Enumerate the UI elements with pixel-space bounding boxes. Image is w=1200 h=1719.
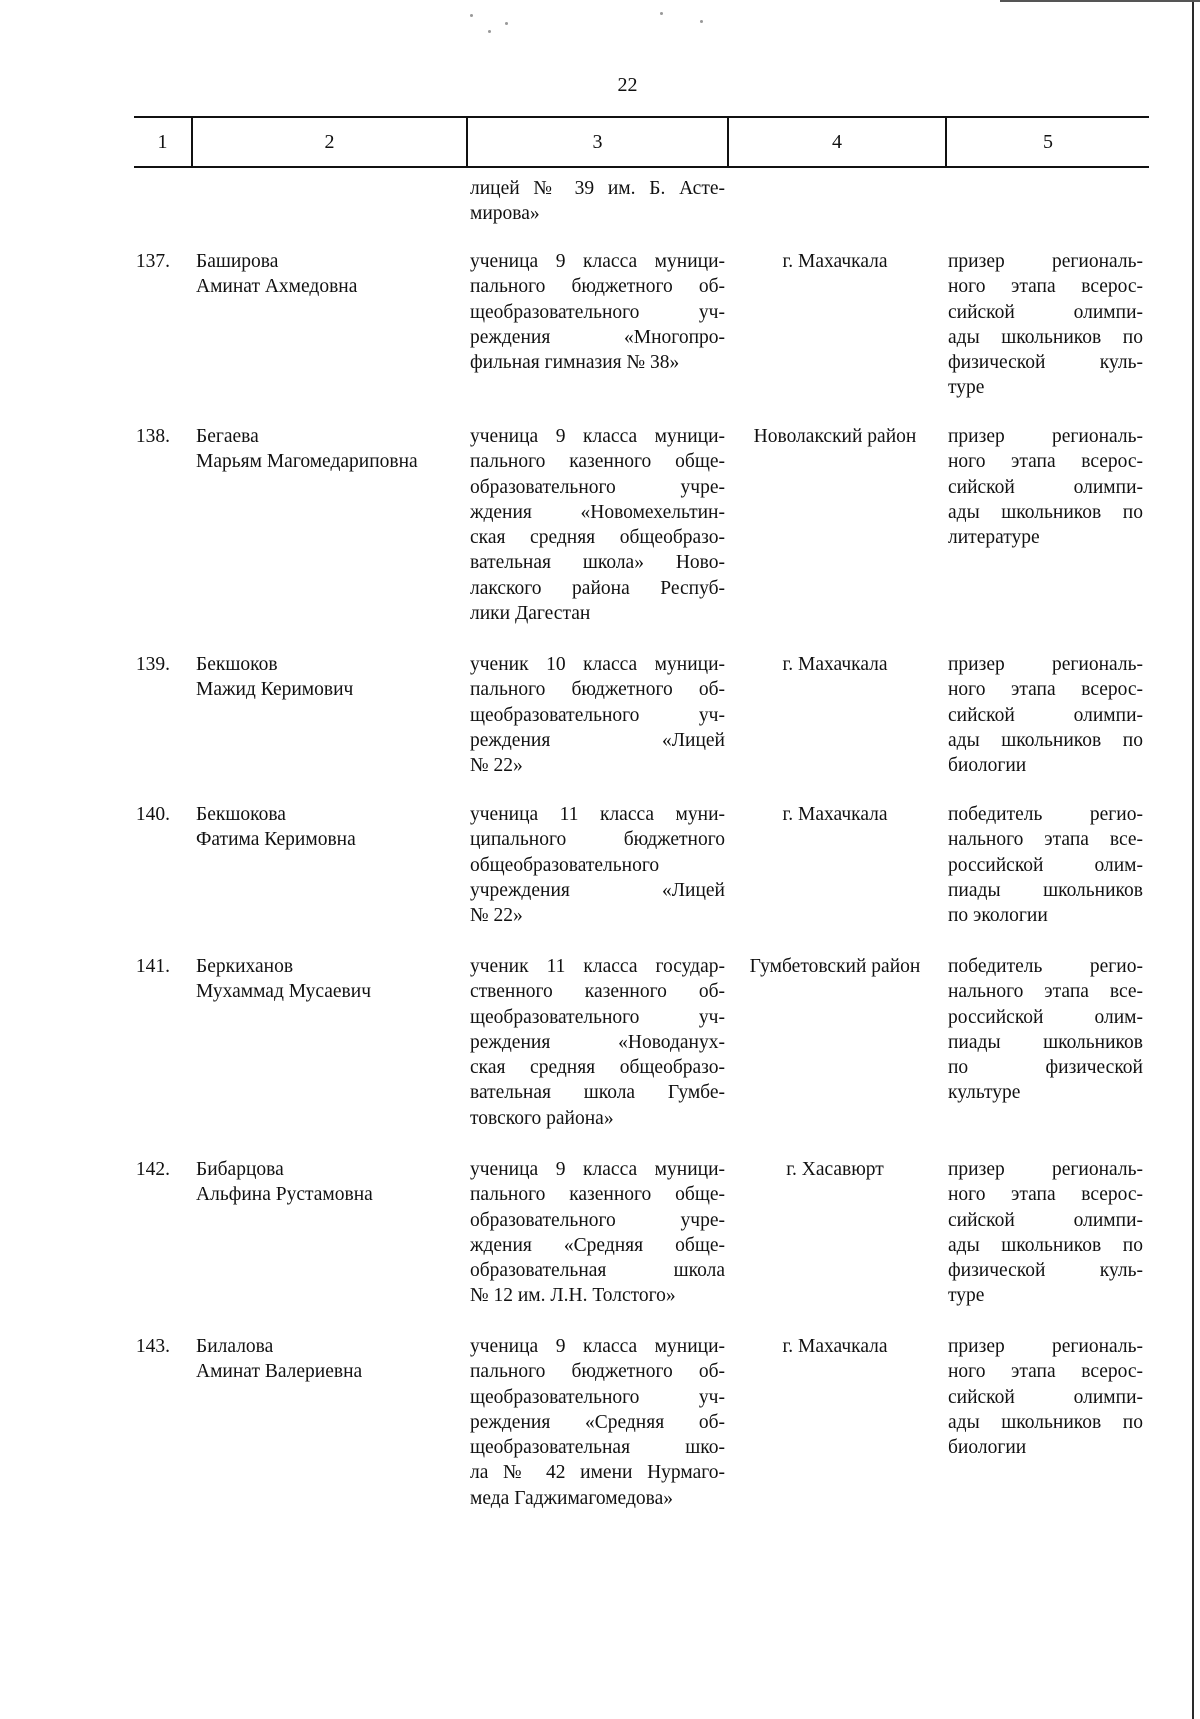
- cell-line: Аминат Валериевна: [196, 1361, 363, 1383]
- row-number: 141.: [135, 956, 170, 977]
- cell-line: общеобразовательного: [470, 854, 660, 876]
- cell-line: образовательная школа: [470, 1260, 725, 1282]
- row-number: 137.: [135, 251, 170, 272]
- cell-line: пиады школьников: [948, 1031, 1143, 1053]
- page-number: 22: [617, 74, 638, 96]
- cell-line: пиады школьников: [948, 879, 1143, 901]
- locality: Гумбетовский район: [749, 956, 921, 977]
- cell-line: ады школьников по: [948, 1411, 1143, 1433]
- cell-line: вательная школа» Ново-: [470, 552, 725, 574]
- school-description: [470, 802, 725, 928]
- cell-line: призер региональ-: [948, 1336, 1143, 1357]
- scan-edge-line: [1192, 0, 1194, 1719]
- cell-line: лицей № 39 им. Б. Асте-: [470, 178, 725, 199]
- cell-line: Беркиханов: [196, 956, 294, 977]
- cell-line: ного этапа всерос-: [948, 1184, 1143, 1206]
- cell-line: Бекшоков: [196, 654, 278, 675]
- student-name: [196, 954, 456, 1005]
- olympiad-status: [948, 1157, 1143, 1309]
- cell-line: щеобразовательная шко-: [470, 1437, 725, 1459]
- scan-speck: [700, 20, 703, 23]
- cell-line: пального бюджетного об-: [470, 679, 725, 701]
- cell-line: пального казенного обще-: [470, 1184, 725, 1206]
- cell-line: № 22»: [470, 905, 523, 927]
- locality: г. Хасавюрт: [786, 1159, 884, 1180]
- school-description: [470, 652, 725, 778]
- scan-speck: [505, 22, 508, 25]
- cell-line: литературе: [948, 527, 1040, 549]
- scan-top-line: [1000, 0, 1200, 2]
- cell-line: нального этапа все-: [948, 981, 1143, 1003]
- cell-line: щеобразовательного уч-: [470, 1006, 725, 1028]
- cell-line: ская средняя общеобразо-: [470, 527, 725, 549]
- locality: г. Махачкала: [782, 654, 888, 675]
- row-number: 138.: [135, 426, 170, 447]
- cell-line: российской олим-: [948, 1006, 1143, 1028]
- cell-line: нального этапа все-: [948, 829, 1143, 851]
- cell-line: ады школьников по: [948, 1234, 1143, 1256]
- locality: г. Махачкала: [782, 1336, 888, 1357]
- header-col-5: 5: [1043, 131, 1053, 153]
- cell-line: Мухаммад Мусаевич: [196, 981, 372, 1003]
- cell-line: ного этапа всерос-: [948, 1361, 1143, 1383]
- cell-line: ады школьников по: [948, 326, 1143, 348]
- cell-line: физической куль-: [948, 352, 1143, 374]
- cell-line: образовательного учре-: [470, 476, 725, 498]
- cell-line: № 22»: [470, 755, 523, 777]
- header-col-1: 1: [157, 131, 168, 153]
- cell-line: Баширова: [196, 251, 279, 272]
- cell-line: Бибарцова: [196, 1159, 284, 1180]
- cell-line: ного этапа всерос-: [948, 276, 1143, 298]
- student-name: [196, 802, 456, 853]
- cell-line: Мажид Керимович: [196, 679, 354, 701]
- header-col-2: 2: [324, 131, 335, 153]
- student-name: [196, 652, 456, 703]
- cell-line: вательная школа Гумбе-: [470, 1082, 725, 1104]
- row-number: 140.: [135, 804, 170, 825]
- cell-line: ного этапа всерос-: [948, 451, 1143, 473]
- cell-line: Аминат Ахмедовна: [196, 276, 358, 298]
- cell-line: биологии: [948, 755, 1027, 777]
- cell-line: сийской олимпи-: [948, 1386, 1143, 1408]
- row-number: 143.: [135, 1336, 170, 1357]
- cell-line: призер региональ-: [948, 426, 1143, 447]
- locality: Новолакский район: [753, 426, 917, 447]
- cell-line: ждения «Новомехельтин-: [470, 501, 725, 523]
- cell-line: пального бюджетного об-: [470, 276, 725, 298]
- olympiad-status: [948, 954, 1143, 1106]
- cell-line: российской олим-: [948, 854, 1143, 876]
- cell-line: Фатима Керимовна: [196, 829, 356, 851]
- cell-line: товского района»: [470, 1107, 614, 1129]
- cell-line: ады школьников по: [948, 729, 1143, 751]
- cell-line: ципального бюджетного: [470, 829, 725, 851]
- cell-line: туре: [948, 1285, 985, 1307]
- cell-line: Бекшокова: [196, 804, 286, 825]
- cell-line: Марьям Магомедариповна: [196, 451, 418, 473]
- cell-line: по физической: [948, 1057, 1143, 1079]
- locality: г. Махачкала: [782, 251, 888, 272]
- student-name: [196, 1334, 456, 1385]
- cell-line: ученица 9 класса муници-: [470, 251, 725, 272]
- school-description: [470, 424, 725, 626]
- cell-line: пального казенного обще-: [470, 451, 725, 473]
- olympiad-status: [948, 802, 1143, 928]
- cell-line: ученица 9 класса муници-: [470, 1336, 725, 1357]
- cell-line: лакского района Респуб-: [470, 577, 725, 599]
- school-description: [470, 1334, 725, 1511]
- cell-line: сийской олимпи-: [948, 1209, 1143, 1231]
- cell-line: призер региональ-: [948, 1159, 1143, 1180]
- cell-line: реждения «Многопро-: [470, 326, 725, 348]
- row-number: 142.: [135, 1159, 170, 1180]
- header-col-3: 3: [592, 131, 603, 153]
- scan-speck: [660, 12, 663, 15]
- olympiad-status: [948, 249, 1143, 401]
- header-col-4: 4: [832, 131, 842, 153]
- cell-line: ученица 9 класса муници-: [470, 1159, 725, 1180]
- student-name: [196, 424, 456, 475]
- cell-line: туре: [948, 377, 985, 399]
- cell-line: ученик 10 класса муници-: [470, 654, 725, 675]
- olympiad-status: [948, 1334, 1143, 1460]
- cell-line: по экологии: [948, 905, 1048, 927]
- cell-line: Билалова: [196, 1336, 274, 1357]
- cell-line: щеобразовательного уч-: [470, 301, 725, 323]
- cell-line: Альфина Рустамовна: [196, 1184, 373, 1206]
- table-header-top-rule: [134, 116, 1149, 118]
- cell-line: ждения «Средняя обще-: [470, 1234, 725, 1256]
- cell-line: ская средняя общеобразо-: [470, 1057, 725, 1079]
- row-number: 139.: [135, 654, 170, 675]
- cell-line: ученица 9 класса муници-: [470, 426, 725, 447]
- cell-line: культуре: [948, 1082, 1021, 1104]
- cell-line: образовательного учре-: [470, 1209, 725, 1231]
- cell-line: щеобразовательного уч-: [470, 704, 725, 726]
- student-name: [196, 1157, 456, 1208]
- cell-line: ученица 11 класса муни-: [470, 804, 725, 825]
- cell-line: ады школьников по: [948, 501, 1143, 523]
- cell-line: физической куль-: [948, 1260, 1143, 1282]
- cell-line: пального бюджетного об-: [470, 1361, 725, 1383]
- school-description: [470, 1157, 725, 1309]
- cell-line: сийской олимпи-: [948, 476, 1143, 498]
- cell-line: реждения «Новоданух-: [470, 1031, 725, 1053]
- cell-line: ственного казенного об-: [470, 981, 725, 1003]
- scan-speck: [488, 30, 491, 33]
- cell-line: мирова»: [470, 203, 540, 225]
- olympiad-status: [948, 652, 1143, 778]
- cell-line: учреждения «Лицей: [470, 879, 725, 901]
- school-description: [470, 249, 725, 375]
- scan-speck: [470, 14, 473, 17]
- table-header-bottom-rule: [134, 166, 1149, 168]
- cell-line: биологии: [948, 1437, 1027, 1459]
- student-name: [196, 249, 456, 300]
- cell-line: ла № 42 имени Нурмаго-: [470, 1462, 725, 1484]
- cell-line: фильная гимназия № 38»: [470, 352, 680, 374]
- cell-line: ученик 11 класса государ-: [470, 956, 725, 977]
- cell-line: реждения «Средняя об-: [470, 1411, 725, 1433]
- cell-line: сийской олимпи-: [948, 704, 1143, 726]
- cell-line: щеобразовательного уч-: [470, 1386, 725, 1408]
- cell-line: меда Гаджимагомедова»: [470, 1487, 673, 1509]
- cell-line: ного этапа всерос-: [948, 679, 1143, 701]
- locality: г. Махачкала: [782, 804, 888, 825]
- olympiad-status: [948, 424, 1143, 550]
- cell-line: реждения «Лицей: [470, 729, 725, 751]
- cell-line: победитель регио-: [948, 956, 1143, 977]
- cell-line: призер региональ-: [948, 251, 1143, 272]
- cell-line: сийской олимпи-: [948, 301, 1143, 323]
- cell-line: победитель регио-: [948, 804, 1143, 825]
- cell-line: Бегаева: [196, 426, 259, 447]
- cell-line: лики Дагестан: [470, 603, 591, 625]
- school-description: [470, 954, 725, 1131]
- cell-line: № 12 им. Л.Н. Толстого»: [470, 1285, 676, 1307]
- cell-line: призер региональ-: [948, 654, 1143, 675]
- continuation-description: [470, 176, 725, 227]
